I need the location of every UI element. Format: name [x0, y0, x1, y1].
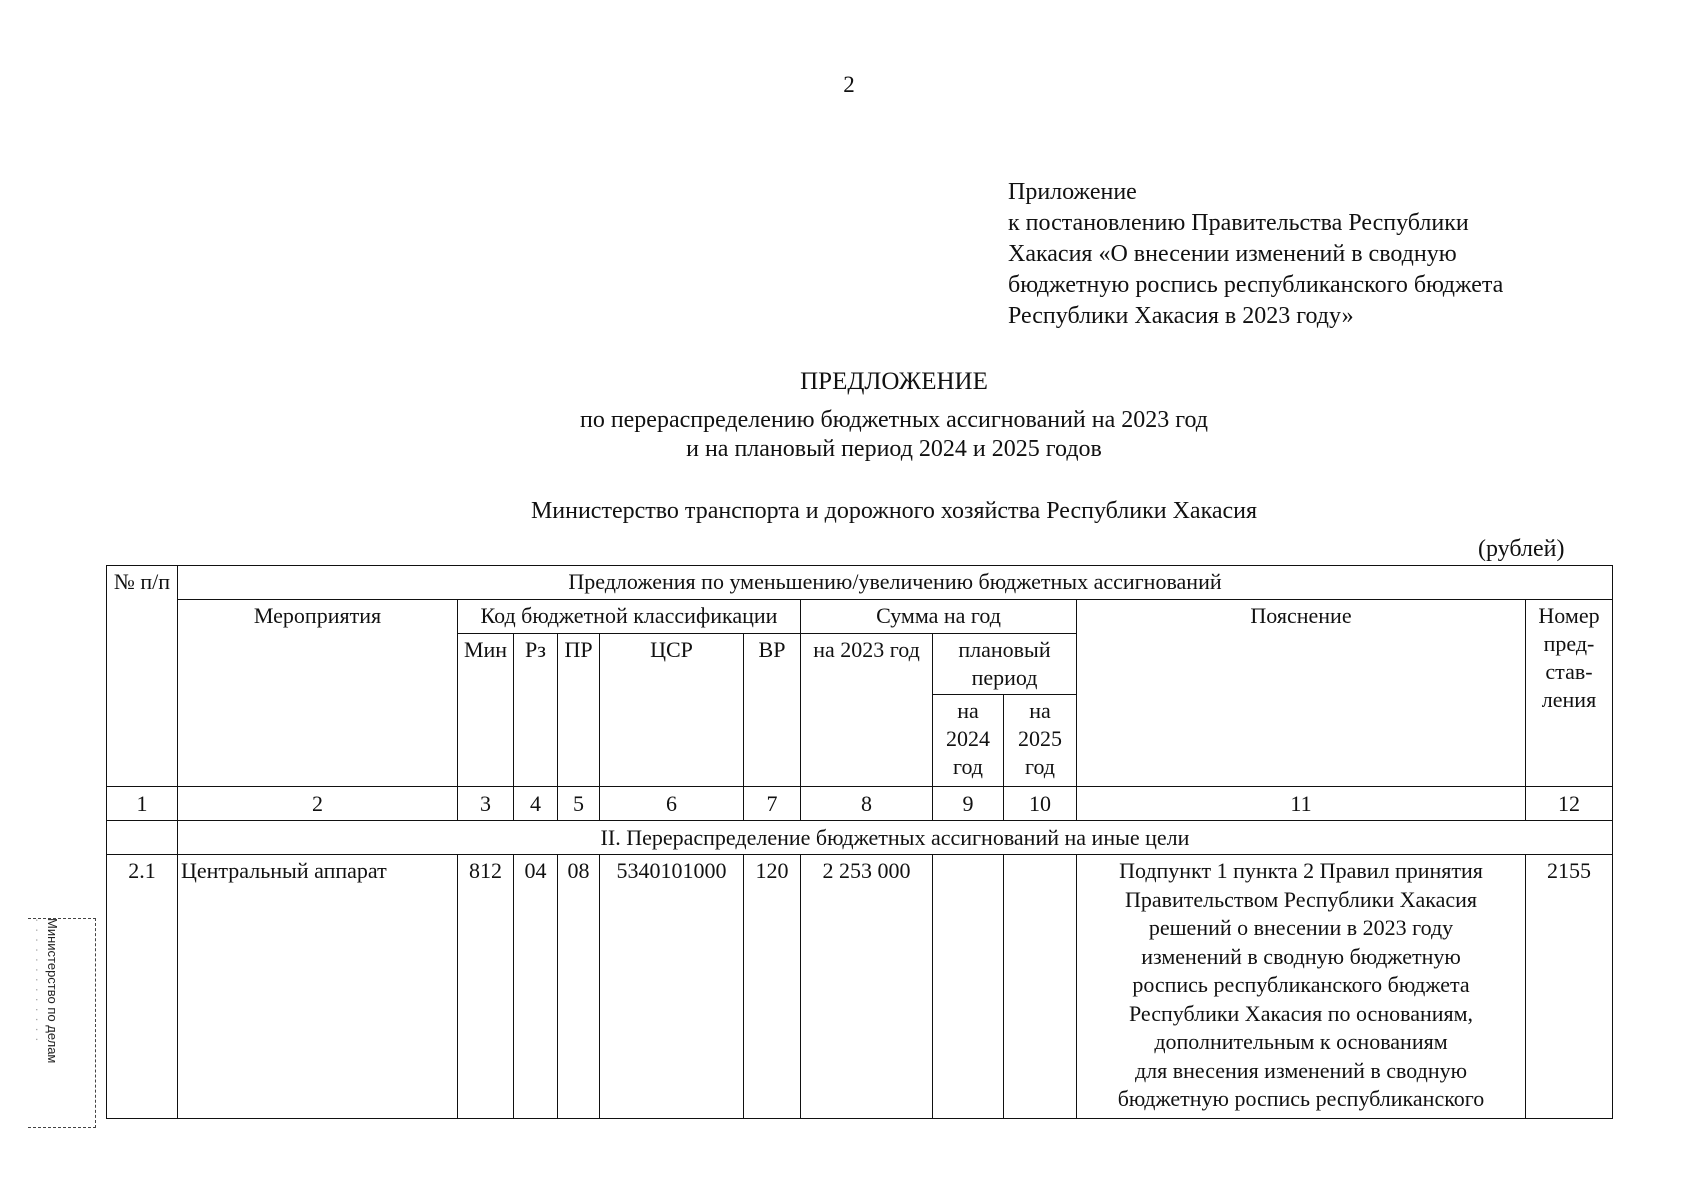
- appendix-note: [1008, 177, 1503, 332]
- column-number: 9: [933, 787, 1004, 821]
- budget-table: [106, 565, 1613, 1119]
- row-rz: 04: [514, 855, 558, 1119]
- explanation-line: дополнительным к основаниям: [1154, 1029, 1448, 1054]
- row-csr: 5340101000: [600, 855, 744, 1119]
- column-number: 10: [1004, 787, 1077, 821]
- row-sum-2024: [933, 855, 1004, 1119]
- header-min: Мин: [458, 634, 514, 787]
- explanation-line: для внесения изменений в сводную: [1134, 1057, 1468, 1083]
- column-number: 5: [558, 787, 600, 821]
- row-vr: 120: [744, 855, 801, 1119]
- page-number: 2: [843, 72, 855, 97]
- explanation-line: Подпункт 1 пункта 2 Правил принятия: [1119, 858, 1483, 883]
- column-number: 8: [801, 787, 933, 821]
- column-number: 1: [107, 787, 178, 821]
- appendix-line: к постановлению Правительства Республики: [1008, 210, 1469, 236]
- column-number: 6: [600, 787, 744, 821]
- explanation-line: Правительством Республики Хакасия: [1124, 886, 1478, 912]
- section-title: II. Перераспределение бюджетных ассигнований на иные цели: [178, 821, 1613, 855]
- subtitle-line-2: и на плановый период 2024 и 2025 годов: [686, 436, 1102, 462]
- appendix-line: Приложение: [1008, 179, 1137, 205]
- units-label: (рублей): [1478, 536, 1565, 562]
- document-title: ПРЕДЛОЖЕНИЕ: [800, 368, 988, 395]
- appendix-line: Хакасия «О внесении изменений в сводную: [1008, 241, 1457, 267]
- appendix-line: бюджетную роспись республиканского бюджета: [1008, 272, 1504, 298]
- row-min: 812: [458, 855, 514, 1119]
- stamp-line: Министерство по делам: [45, 918, 60, 1064]
- explanation-line: роспись республиканского бюджета: [1132, 972, 1470, 997]
- explanation-line: бюджетную роспись республиканского: [1117, 1086, 1485, 1111]
- header-planning-period: плановый период: [933, 634, 1077, 695]
- row-submission-number: 2155: [1526, 855, 1613, 1119]
- header-activities: Мероприятия: [178, 600, 458, 787]
- column-number: 11: [1077, 787, 1526, 821]
- column-number: 7: [744, 787, 801, 821]
- section-num-cell: [107, 821, 178, 855]
- column-number: 12: [1526, 787, 1613, 821]
- explanation-line: изменений в сводную бюджетную: [1141, 943, 1461, 969]
- header-csr: ЦСР: [600, 634, 744, 787]
- row-sum-2025: [1004, 855, 1077, 1119]
- header-proposals: Предложения по уменьшению/увеличению бюджетных ассигнований: [178, 566, 1613, 600]
- row-activity: Центральный аппарат: [178, 855, 458, 1119]
- column-number: 4: [514, 787, 558, 821]
- explanation-line: Республики Хакасия по основаниям,: [1128, 1000, 1474, 1026]
- header-explanation: Пояснение: [1077, 600, 1526, 787]
- header-classification: Код бюджетной классификации: [458, 600, 801, 634]
- row-num: 2.1: [107, 855, 178, 1119]
- header-num: № п/п: [107, 566, 178, 787]
- header-vr: ВР: [744, 634, 801, 787]
- row-explanation: [1077, 855, 1526, 1119]
- appendix-line: Республики Хакасия в 2023 году»: [1008, 303, 1354, 329]
- explanation-line: решений о внесении в 2023 году: [1148, 915, 1454, 940]
- stamp-line-faint: · · · · · · · · · · · · ·: [30, 918, 45, 1043]
- table-row: [107, 855, 1613, 1119]
- document-subtitle: [0, 406, 1698, 464]
- subtitle-line-1: по перераспределению бюджетных ассигнований на 2023 год: [579, 407, 1209, 433]
- stamp-text: [30, 918, 60, 1128]
- header-rz: Рз: [514, 634, 558, 787]
- header-submission-number: Номер пред-став-ления: [1526, 600, 1613, 787]
- ministry-name: Министерство транспорта и дорожного хозяйства Республики Хакасия: [530, 498, 1258, 524]
- header-year-2025: на 2025 год: [1004, 695, 1077, 787]
- row-sum-2023: 2 253 000: [801, 855, 933, 1119]
- header-sum-per-year: Сумма на год: [801, 600, 1077, 634]
- header-year-2024: на 2024 год: [933, 695, 1004, 787]
- header-pr: ПР: [558, 634, 600, 787]
- column-number: 3: [458, 787, 514, 821]
- row-pr: 08: [558, 855, 600, 1119]
- column-number: 2: [178, 787, 458, 821]
- header-year-2023: на 2023 год: [801, 634, 933, 787]
